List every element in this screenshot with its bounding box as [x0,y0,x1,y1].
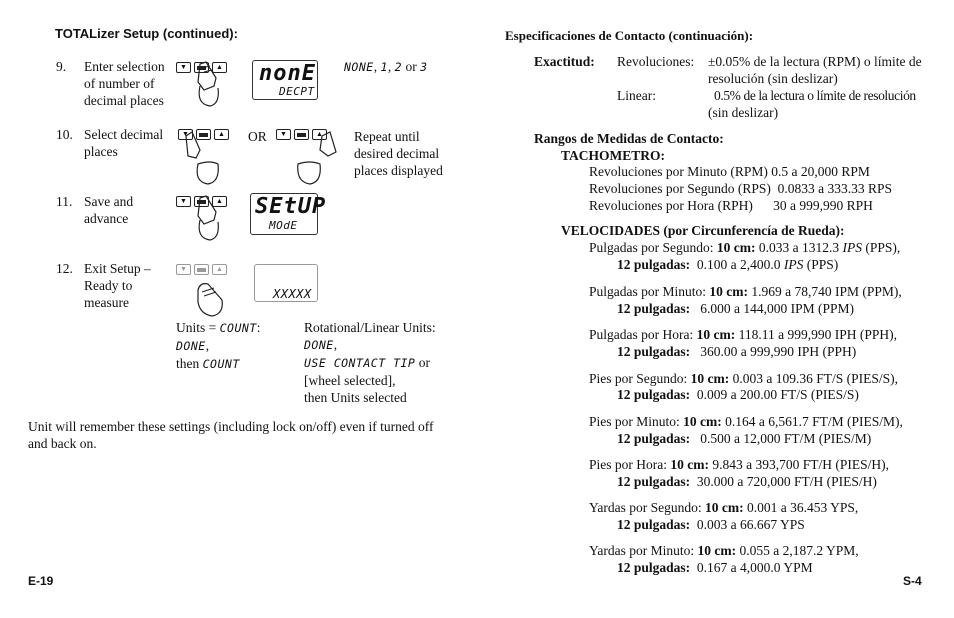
page-number-left: E-19 [28,574,54,588]
step-11-display: SEtUP MOdE [250,193,318,235]
step-12-number: 12. [56,261,73,276]
velocity-heading: VELOCIDADES (por Circunferencía de Rueda): [561,223,845,238]
velocity-row-10cm: Yardas por Segundo: 10 cm: 0.001 a 36.453 YPS, [589,500,859,515]
velocity-row-10cm: Pies por Segundo: 10 cm: 0.003 a 109.36 FT/S (PIES/S), [589,371,899,386]
velocity-row-10cm: Pulgadas por Minuto: 10 cm: 1.969 a 78,740 IPM (PPM), [589,284,902,299]
down-key-icon: ▼ [176,196,191,207]
velocity-row-10cm: Pies por Hora: 10 cm: 9.843 a 393,700 FT/H (PIES/H), [589,457,889,472]
finger-press-icon [180,130,226,190]
enter-key-icon [194,264,209,275]
linear-label: Linear: [617,88,656,103]
step-10-repeat-note: Repeat until desired decimal places displayed [354,129,443,178]
step-9-text: Enter selection of number of decimal places [84,59,165,108]
ranges-heading: Rangos de Medidas de Contacto: [534,131,724,146]
up-key-icon: ▲ [212,196,227,207]
step-12-keypad [176,264,227,275]
step-12-display: XXXXX [254,264,318,302]
step-9-display: nonE DECPT [252,60,318,100]
step-10-number: 10. [56,127,73,142]
up-key-icon: ▲ [214,129,229,140]
velocity-row-10cm: Yardas por Minuto: 10 cm: 0.055 a 2,187.2 YPM, [589,543,859,558]
step-9-options: NONE, 1, 2 or 3 [344,59,428,74]
page-number-right: S-4 [903,574,922,588]
units-count-note: Units = COUNT: DONE, then COUNT [176,320,261,371]
step-11-number: 11. [56,194,73,209]
velocity-row-12in: 12 pulgadas: 6.000 a 144,000 IPM (PPM) [617,301,855,316]
step-9-number: 9. [56,59,67,74]
velocity-row-10cm: Pies por Minuto: 10 cm: 0.164 a 6,561.7 FT/M (PIES/M), [589,414,903,429]
rotational-units-note: Rotational/Linear Units: DONE, USE CONTACT TIP or [wheel selected], then Units selected [304,320,436,405]
velocity-row-12in: 12 pulgadas: 0.003 a 66.667 YPS [617,517,805,532]
velocity-row-10cm: Pulgadas por Segundo: 10 cm: 0.033 a 1312.3 IPS (PPS), [589,240,901,255]
step-12-text: Exit Setup – Ready to measure [84,261,151,310]
tach-row: Revoluciones por Segundo (RPS) 0.0833 a 333.33 RPS [589,181,893,196]
down-key-icon: ▼ [176,62,191,73]
step-11-text: Save and advance [84,194,134,226]
right-heading: Especificaciones de Contacto (continuación): [505,28,754,43]
down-key-icon: ▼ [276,129,291,140]
step-10-text: Select decimal places [84,127,164,159]
linear-accuracy: 0.5% de la lectura o límite de resolución (sin deslizar) [708,88,916,120]
velocity-row-12in: 12 pulgadas: 360.00 a 999,990 IPH (PPH) [617,344,857,359]
tachometer-heading: TACHOMETRO: [561,148,665,163]
accuracy-label: Exactitud: [534,54,595,69]
velocity-row-12in: 12 pulgadas: 0.009 a 200.00 FT/S (PIES/S) [617,387,859,402]
velocity-row-12in: 12 pulgadas: 30.000 a 720,000 FT/H (PIES/H) [617,474,877,489]
revolutions-label: Revoluciones: [617,54,695,69]
velocity-row-12in: 12 pulgadas: 0.167 a 4,000.0 YPM [617,560,813,575]
finger-press-icon [194,280,234,320]
or-label: OR [248,129,267,144]
velocity-row-12in: 12 pulgadas: 0.500 a 12,000 FT/M (PIES/M) [617,431,872,446]
up-key-icon: ▲ [212,264,227,275]
finger-press-icon [296,130,342,190]
tach-row: Revoluciones por Minuto (RPM) 0.5 a 20,000 RPM [589,164,870,179]
left-heading: TOTALizer Setup (continued): [55,26,238,41]
velocity-row-12in: 12 pulgadas: 0.100 a 2,400.0 IPS (PPS) [617,257,839,272]
revolutions-accuracy: ±0.05% de la lectura (RPM) o límite de resolución (sin deslizar) [708,54,922,86]
down-key-icon: ▼ [176,264,191,275]
up-key-icon: ▲ [312,129,327,140]
up-key-icon: ▲ [212,62,227,73]
tach-row: Revoluciones por Hora (RPH) 30 a 999,990 RPH [589,198,873,213]
velocity-row-10cm: Pulgadas por Hora: 10 cm: 118.11 a 999,990 IPH (PPH), [589,327,897,342]
finger-press-icon [192,194,232,244]
finger-press-icon [192,60,232,110]
down-key-icon: ▼ [178,129,193,140]
memory-note: Unit will remember these settings (including lock on/off) even if turned off and back on. [28,419,434,451]
